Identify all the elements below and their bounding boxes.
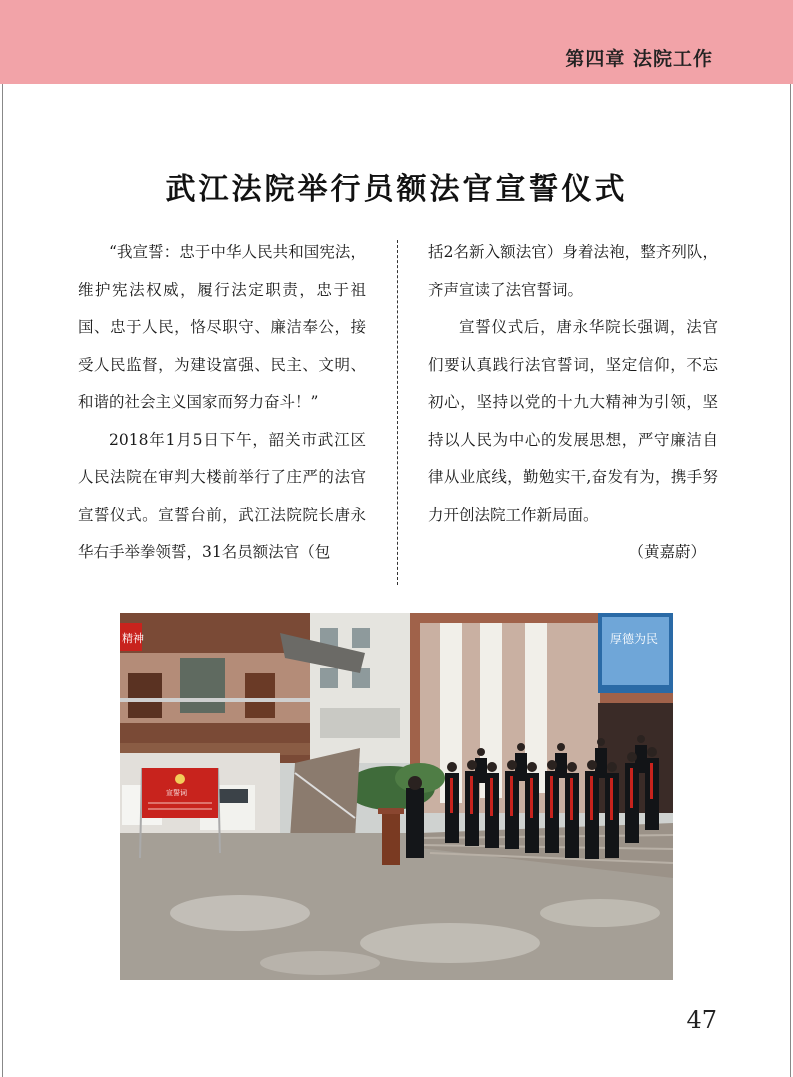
ceremony-paragraph-start: 2018年1月5日下午，韶关市武江区人民法院在审判大楼前举行了庄严的法官宣誓仪式。宣誓台前，武江法院院长唐永华右手举拳领誓，31名员额法官（包: [78, 430, 366, 561]
page-border-right: [790, 84, 791, 1077]
article-title: 武江法院举行员额法官宣誓仪式: [165, 172, 628, 207]
oath-paragraph: “我宣誓：忠于中华人民共和国宪法，维护宪法权威，履行法定职责，忠于祖国、忠于人民，恪尽职守、廉洁奉公，接受人民监督，为建设富强、民主、文明、和谐的社会主义国家而努力奋斗！”: [78, 243, 366, 411]
photo-sign-text: 精神: [122, 632, 144, 645]
ceremony-photo-illustration: [120, 613, 673, 980]
chapter-title: 第四章 法院工作: [565, 48, 713, 70]
column-divider: [397, 240, 398, 585]
chapter-header-band: [0, 0, 793, 84]
oath-board-title: 宣誓词: [166, 789, 187, 797]
ceremony-photo: [120, 613, 673, 980]
author-byline: （黄嘉蔚）: [628, 543, 706, 561]
photo-board-text: 厚德为民: [610, 632, 659, 646]
page-border-left: [2, 84, 3, 1077]
article-column-right: [428, 234, 718, 572]
article-column-left: [78, 234, 366, 572]
page-number: 47: [686, 1006, 717, 1034]
ceremony-paragraph-end: 括2名新入额法官）身着法袍，整齐列队，齐声宣读了法官誓词。: [428, 243, 718, 299]
speech-paragraph: 宣誓仪式后，唐永华院长强调，法官们要认真践行法官誓词，坚定信仰，不忘初心，坚持以党的十九大精神为引领，坚持以人民为中心的发展思想，严守廉洁自律从业底线，勤勉实干,奋发有为，携手努力开创法院工作新局面。: [428, 318, 718, 524]
